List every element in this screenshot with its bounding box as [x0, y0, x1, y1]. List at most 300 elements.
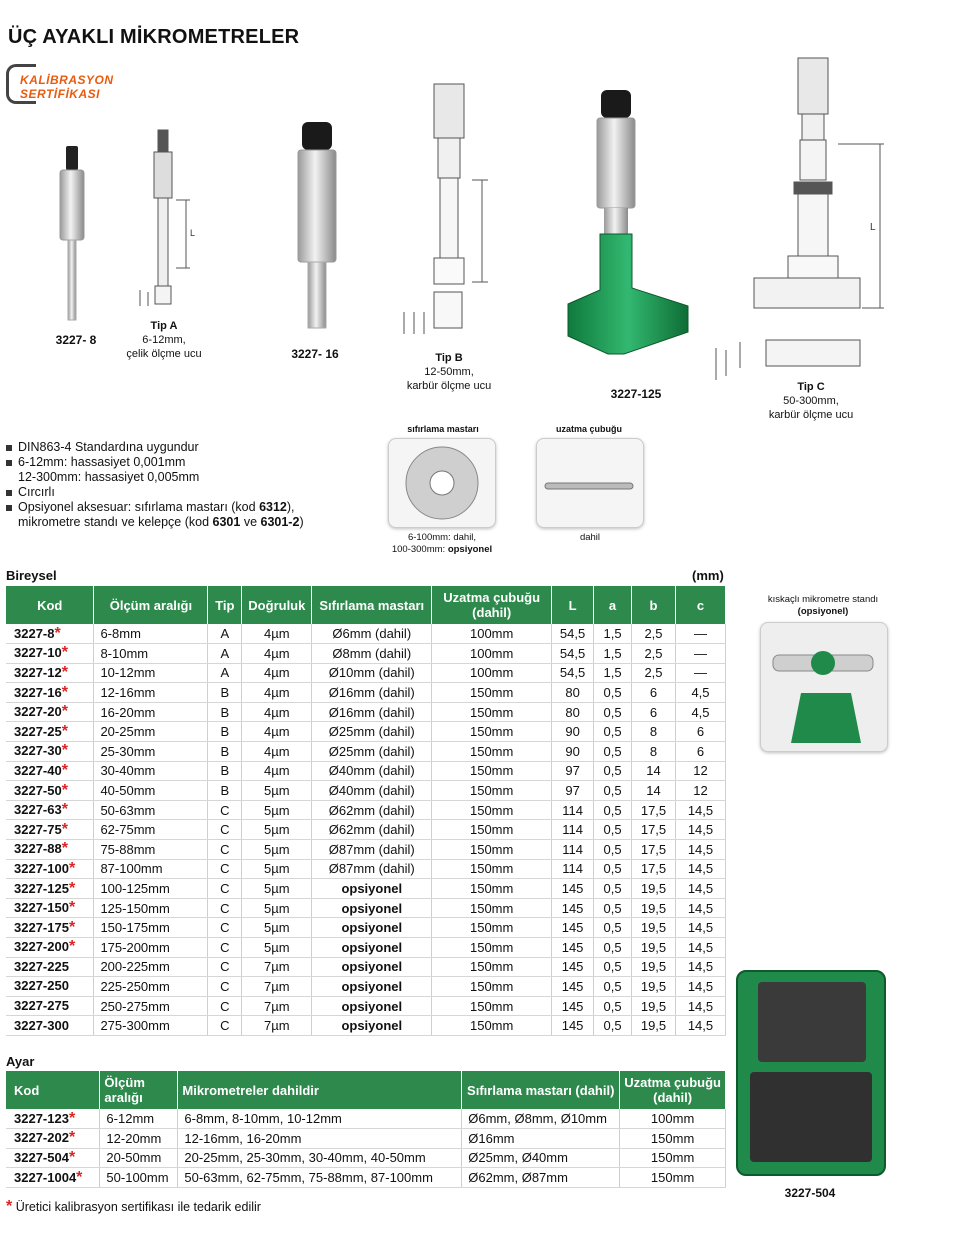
cell-ring: opsiyonel	[312, 996, 432, 1016]
tip-a-l-label: L	[190, 228, 196, 238]
cell-b: 14	[632, 781, 676, 801]
case-3227-504-image	[736, 970, 886, 1176]
cell-b: 2,5	[632, 663, 676, 683]
cell-a: 0,5	[594, 781, 632, 801]
col-header: L	[552, 586, 594, 624]
tip-a-name: Tip A	[150, 320, 178, 332]
cell-rod: 150mm	[432, 918, 552, 938]
cert-star: *	[61, 801, 68, 819]
cell-code: 3227-175*	[6, 918, 94, 938]
cell-c: 14,5	[675, 859, 725, 879]
cell-ring: Ø8mm (dahil)	[312, 644, 432, 664]
cell-L: 145	[552, 898, 594, 918]
cell-b: 19,5	[632, 1016, 676, 1036]
cell-L: 90	[552, 742, 594, 762]
cell-range: 20-25mm	[94, 722, 208, 742]
col-header: c	[675, 586, 725, 624]
cell-a: 0,5	[594, 977, 632, 997]
table-row	[6, 938, 726, 958]
cell-c: 14,5	[675, 918, 725, 938]
cell-b: 6	[632, 683, 676, 703]
cert-star: *	[68, 879, 76, 897]
cell-c: 14,5	[675, 879, 725, 899]
tip-a-range: 6-12mm,	[142, 334, 186, 346]
cell-code: 3227-8*	[6, 624, 94, 644]
cell-acc: 4µm	[242, 722, 312, 742]
cell-c: 14,5	[675, 1016, 725, 1036]
cell-range: 62-75mm	[94, 820, 208, 840]
table-row	[6, 957, 726, 977]
cell-code: 3227-123*	[6, 1109, 100, 1129]
cell-rod: 150mm	[432, 722, 552, 742]
table-row	[6, 879, 726, 899]
tip-b-desc: karbür ölçme ucu	[406, 380, 492, 392]
tip-c-label	[756, 380, 866, 422]
cell-rod: 100mm	[620, 1109, 726, 1129]
cell-a: 0,5	[594, 761, 632, 781]
tip-c-drawing	[716, 58, 884, 380]
cell-L: 114	[552, 820, 594, 840]
cell-rod: 100mm	[432, 624, 552, 644]
cell-ring: opsiyonel	[312, 957, 432, 977]
cert-star: *	[61, 840, 68, 858]
cell-rod: 150mm	[432, 957, 552, 977]
cell-range: 200-225mm	[94, 957, 208, 977]
cert-star: *	[61, 644, 68, 662]
cell-tip: C	[208, 1016, 242, 1036]
cell-c: 14,5	[675, 977, 725, 997]
cell-ring: Ø62mm (dahil)	[312, 820, 432, 840]
cell-c: —	[675, 644, 725, 664]
cell-tip: B	[208, 781, 242, 801]
cell-range: 25-30mm	[94, 742, 208, 762]
cell-code: 3227-300	[6, 1016, 94, 1036]
product-label-3227-8: 3227- 8	[55, 333, 97, 347]
cell-tip: B	[208, 742, 242, 762]
col-header: Uzatma çubuğu (dahil)	[432, 586, 552, 624]
cell-rod: 150mm	[432, 683, 552, 703]
col-header: Tip	[208, 586, 242, 624]
cell-a: 0,5	[594, 898, 632, 918]
cell-acc: 4µm	[242, 663, 312, 683]
cell-ring: Ø16mm (dahil)	[312, 683, 432, 703]
cert-star: *	[61, 703, 68, 721]
tip-c-range: 50-300mm,	[783, 395, 839, 407]
cell-range: 40-50mm	[94, 781, 208, 801]
table-row	[6, 644, 726, 664]
cell-code: 3227-100*	[6, 859, 94, 879]
cell-rod: 150mm	[432, 1016, 552, 1036]
cell-b: 8	[632, 742, 676, 762]
cell-ring: opsiyonel	[312, 898, 432, 918]
cell-acc: 7µm	[242, 977, 312, 997]
cell-acc: 4µm	[242, 683, 312, 703]
cell-acc: 5µm	[242, 800, 312, 820]
table-row	[6, 800, 726, 820]
cell-range: 12-16mm	[94, 683, 208, 703]
ayar-header-row	[6, 1071, 726, 1109]
stand-image	[760, 622, 888, 752]
cell-a: 0,5	[594, 879, 632, 899]
cert-star: *	[76, 1168, 83, 1186]
cell-rod: 150mm	[432, 781, 552, 801]
cell-a: 0,5	[594, 722, 632, 742]
cell-ring: Ø6mm, Ø8mm, Ø10mm	[462, 1109, 620, 1129]
micrometer-3227-16-image	[298, 122, 336, 328]
cell-mics: 50-63mm, 62-75mm, 75-88mm, 87-100mm	[178, 1168, 462, 1188]
cell-ring: opsiyonel	[312, 879, 432, 899]
cell-rod: 150mm	[432, 859, 552, 879]
cell-b: 2,5	[632, 624, 676, 644]
cell-ring: opsiyonel	[312, 938, 432, 958]
table-row	[6, 859, 726, 879]
cell-code: 3227-25*	[6, 722, 94, 742]
cell-rod: 150mm	[432, 977, 552, 997]
cell-code: 3227-50*	[6, 781, 94, 801]
cell-rod: 150mm	[432, 879, 552, 899]
cell-ring: opsiyonel	[312, 977, 432, 997]
cell-tip: B	[208, 722, 242, 742]
cell-range: 125-150mm	[94, 898, 208, 918]
cell-a: 0,5	[594, 957, 632, 977]
cell-code: 3227-202*	[6, 1129, 100, 1149]
cell-ring: Ø25mm (dahil)	[312, 722, 432, 742]
cell-rod: 150mm	[432, 742, 552, 762]
cell-acc: 7µm	[242, 996, 312, 1016]
cert-star: *	[61, 683, 68, 701]
product-label-3227-16: 3227- 16	[291, 347, 339, 361]
table-row	[6, 702, 726, 722]
cell-ring: Ø62mm (dahil)	[312, 800, 432, 820]
cell-range: 275-300mm	[94, 1016, 208, 1036]
cell-rod: 100mm	[432, 663, 552, 683]
cell-range: 100-125mm	[94, 879, 208, 899]
col-header: Kod	[6, 586, 94, 624]
cell-L: 145	[552, 918, 594, 938]
table-row	[6, 1129, 726, 1149]
cell-rod: 150mm	[432, 938, 552, 958]
cell-L: 145	[552, 938, 594, 958]
footnote	[6, 1198, 261, 1216]
cell-a: 0,5	[594, 996, 632, 1016]
table-row	[6, 761, 726, 781]
cert-star: *	[61, 722, 68, 740]
cell-code: 3227-88*	[6, 840, 94, 860]
cell-ring: Ø10mm (dahil)	[312, 663, 432, 683]
cell-code: 3227-504*	[6, 1148, 100, 1168]
tip-b-name: Tip B	[435, 352, 463, 364]
bireysel-header-row	[6, 586, 726, 624]
feature-item: Cırcırlı	[6, 485, 366, 500]
section-title-bireysel: Bireysel	[6, 568, 57, 583]
cell-range: 87-100mm	[94, 859, 208, 879]
case-label: 3227-504	[784, 1186, 836, 1200]
cell-tip: B	[208, 683, 242, 703]
cell-L: 145	[552, 957, 594, 977]
cell-rod: 100mm	[432, 644, 552, 664]
extension-rod-image	[536, 438, 644, 528]
ring-gauge-title: sıfırlama mastarı	[407, 424, 479, 434]
cell-b: 17,5	[632, 800, 676, 820]
cell-range: 12-20mm	[100, 1129, 178, 1149]
table-row	[6, 722, 726, 742]
cell-tip: C	[208, 938, 242, 958]
table-row	[6, 918, 726, 938]
cell-range: 16-20mm	[94, 702, 208, 722]
cell-L: 90	[552, 722, 594, 742]
cell-acc: 5µm	[242, 781, 312, 801]
cell-b: 17,5	[632, 859, 676, 879]
cell-tip: A	[208, 663, 242, 683]
cell-range: 50-100mm	[100, 1168, 178, 1188]
cell-c: 14,5	[675, 996, 725, 1016]
cell-acc: 4µm	[242, 742, 312, 762]
micrometer-3227-125-image	[568, 90, 688, 354]
badge-line-2: SERTİFİKASI	[20, 87, 100, 101]
cell-code: 3227-250	[6, 977, 94, 997]
cell-L: 97	[552, 781, 594, 801]
cell-ring: opsiyonel	[312, 1016, 432, 1036]
col-header: Uzatma çubuğu (dahil)	[620, 1071, 726, 1109]
cell-ring: opsiyonel	[312, 918, 432, 938]
cell-rod: 150mm	[432, 820, 552, 840]
col-header: a	[594, 586, 632, 624]
cell-c: 14,5	[675, 840, 725, 860]
cell-c: 4,5	[675, 702, 725, 722]
cell-a: 0,5	[594, 840, 632, 860]
cell-tip: B	[208, 702, 242, 722]
cell-a: 0,5	[594, 800, 632, 820]
cell-ring: Ø16mm (dahil)	[312, 702, 432, 722]
cert-star: *	[54, 624, 61, 642]
table-row	[6, 898, 726, 918]
tip-b-label	[394, 351, 504, 393]
cell-L: 114	[552, 859, 594, 879]
cell-L: 145	[552, 977, 594, 997]
cell-L: 54,5	[552, 663, 594, 683]
cell-L: 97	[552, 761, 594, 781]
ring-gauge-note: 6-100mm: dahil, 100-300mm: opsiyonel	[391, 532, 493, 555]
cell-a: 1,5	[594, 644, 632, 664]
cell-acc: 5µm	[242, 840, 312, 860]
cell-acc: 5µm	[242, 918, 312, 938]
cell-range: 10-12mm	[94, 663, 208, 683]
cell-range: 6-8mm	[94, 624, 208, 644]
cell-c: 14,5	[675, 957, 725, 977]
col-header: Sıfırlama mastarı	[312, 586, 432, 624]
table-row	[6, 1148, 726, 1168]
table-row	[6, 1109, 726, 1129]
cell-L: 80	[552, 683, 594, 703]
cell-acc: 4µm	[242, 644, 312, 664]
cell-rod: 150mm	[432, 840, 552, 860]
cell-a: 0,5	[594, 683, 632, 703]
cell-tip: C	[208, 800, 242, 820]
cell-b: 19,5	[632, 898, 676, 918]
col-header: Mikrometreler dahildir	[178, 1071, 462, 1109]
ring-gauge-image	[388, 438, 496, 528]
col-header: Ölçüm aralığı	[100, 1071, 178, 1109]
cell-tip: B	[208, 761, 242, 781]
cell-c: 12	[675, 781, 725, 801]
cell-c: 4,5	[675, 683, 725, 703]
badge-line-1: KALİBRASYON	[20, 73, 114, 87]
cell-b: 14	[632, 761, 676, 781]
cell-a: 0,5	[594, 1016, 632, 1036]
cell-range: 8-10mm	[94, 644, 208, 664]
cell-b: 19,5	[632, 996, 676, 1016]
cell-code: 3227-10*	[6, 644, 94, 664]
cell-c: 12	[675, 761, 725, 781]
cell-code: 3227-200*	[6, 938, 94, 958]
tip-c-name: Tip C	[797, 381, 825, 393]
cell-ring: Ø62mm, Ø87mm	[462, 1168, 620, 1188]
cell-tip: C	[208, 840, 242, 860]
cell-c: 14,5	[675, 898, 725, 918]
cell-range: 250-275mm	[94, 996, 208, 1016]
cell-ring: Ø40mm (dahil)	[312, 761, 432, 781]
cell-ring: Ø25mm (dahil)	[312, 742, 432, 762]
table-row	[6, 781, 726, 801]
cell-rod: 150mm	[620, 1168, 726, 1188]
cell-code: 3227-20*	[6, 702, 94, 722]
cell-b: 17,5	[632, 820, 676, 840]
cell-code: 3227-12*	[6, 663, 94, 683]
col-header: Sıfırlama mastarı (dahil)	[462, 1071, 620, 1109]
cell-acc: 5µm	[242, 898, 312, 918]
cell-tip: C	[208, 879, 242, 899]
tip-b-range: 12-50mm,	[424, 366, 474, 378]
cell-range: 150-175mm	[94, 918, 208, 938]
micrometer-3227-8-image	[60, 146, 84, 320]
tip-b-drawing	[404, 84, 488, 334]
cell-range: 6-12mm	[100, 1109, 178, 1129]
cell-c: 6	[675, 722, 725, 742]
cell-code: 3227-30*	[6, 742, 94, 762]
cell-code: 3227-75*	[6, 820, 94, 840]
cell-tip: C	[208, 898, 242, 918]
cell-code: 3227-1004*	[6, 1168, 100, 1188]
col-header: Ölçüm aralığı	[94, 586, 208, 624]
cell-acc: 5µm	[242, 820, 312, 840]
cell-a: 0,5	[594, 938, 632, 958]
cell-L: 80	[552, 702, 594, 722]
cell-c: 14,5	[675, 938, 725, 958]
cell-rod: 150mm	[620, 1148, 726, 1168]
unit-label: (mm)	[692, 568, 724, 583]
cell-b: 19,5	[632, 938, 676, 958]
cell-ring: Ø40mm (dahil)	[312, 781, 432, 801]
extension-rod-note: dahil	[579, 532, 601, 543]
cell-tip: C	[208, 996, 242, 1016]
cert-star: *	[61, 820, 68, 838]
table-row	[6, 996, 726, 1016]
table-row	[6, 840, 726, 860]
footnote-star: *	[6, 1198, 13, 1215]
ayar-table	[6, 1071, 726, 1188]
cell-a: 0,5	[594, 702, 632, 722]
cell-code: 3227-63*	[6, 800, 94, 820]
cell-range: 20-50mm	[100, 1148, 178, 1168]
cell-tip: C	[208, 820, 242, 840]
table-row	[6, 977, 726, 997]
section-title-ayar: Ayar	[6, 1054, 35, 1069]
cell-L: 54,5	[552, 624, 594, 644]
cell-a: 0,5	[594, 859, 632, 879]
cert-star: *	[68, 1148, 76, 1166]
extension-rod-title: uzatma çubuğu	[555, 424, 622, 434]
cell-range: 50-63mm	[94, 800, 208, 820]
cell-b: 8	[632, 722, 676, 742]
cert-star: *	[61, 781, 68, 799]
table-row	[6, 820, 726, 840]
cell-tip: A	[208, 624, 242, 644]
cell-L: 54,5	[552, 644, 594, 664]
cert-star: *	[61, 761, 68, 779]
cell-b: 19,5	[632, 957, 676, 977]
cell-ring: Ø25mm, Ø40mm	[462, 1148, 620, 1168]
product-label-3227-125: 3227-125	[610, 387, 662, 401]
cell-c: 6	[675, 742, 725, 762]
tip-a-label	[116, 319, 212, 361]
cell-tip: C	[208, 918, 242, 938]
cell-c: 14,5	[675, 800, 725, 820]
cell-rod: 150mm	[620, 1129, 726, 1149]
cell-c: —	[675, 663, 725, 683]
cert-star: *	[68, 1129, 76, 1147]
cell-a: 1,5	[594, 663, 632, 683]
cell-L: 114	[552, 840, 594, 860]
cell-range: 175-200mm	[94, 938, 208, 958]
feature-item: 12-300mm: hassasiyet 0,005mm	[18, 470, 200, 484]
cell-acc: 4µm	[242, 761, 312, 781]
table-row	[6, 663, 726, 683]
cert-star: *	[68, 899, 76, 917]
cell-range: 225-250mm	[94, 977, 208, 997]
cell-tip: C	[208, 859, 242, 879]
cert-star: *	[68, 859, 76, 877]
col-header: b	[632, 586, 676, 624]
cell-b: 19,5	[632, 918, 676, 938]
cell-a: 1,5	[594, 624, 632, 644]
cell-rod: 150mm	[432, 800, 552, 820]
cell-code: 3227-150*	[6, 898, 94, 918]
cell-rod: 150mm	[432, 761, 552, 781]
cell-acc: 5µm	[242, 859, 312, 879]
tip-c-l-label: L	[870, 222, 876, 233]
cell-L: 145	[552, 879, 594, 899]
cert-star: *	[68, 918, 76, 936]
cell-c: 14,5	[675, 820, 725, 840]
cell-mics: 12-16mm, 16-20mm	[178, 1129, 462, 1149]
cell-ring: Ø16mm	[462, 1129, 620, 1149]
cell-tip: C	[208, 957, 242, 977]
cell-acc: 5µm	[242, 938, 312, 958]
tip-a-desc: çelik ölçme ucu	[126, 348, 202, 360]
cell-range: 30-40mm	[94, 761, 208, 781]
table-row	[6, 742, 726, 762]
table-row	[6, 683, 726, 703]
table-row	[6, 624, 726, 644]
col-header: Kod	[6, 1071, 100, 1109]
cell-b: 19,5	[632, 879, 676, 899]
col-header: Doğruluk	[242, 586, 312, 624]
cell-rod: 150mm	[432, 702, 552, 722]
table-row	[6, 1168, 726, 1188]
cell-a: 0,5	[594, 918, 632, 938]
cell-acc: 7µm	[242, 957, 312, 977]
cell-acc: 7µm	[242, 1016, 312, 1036]
